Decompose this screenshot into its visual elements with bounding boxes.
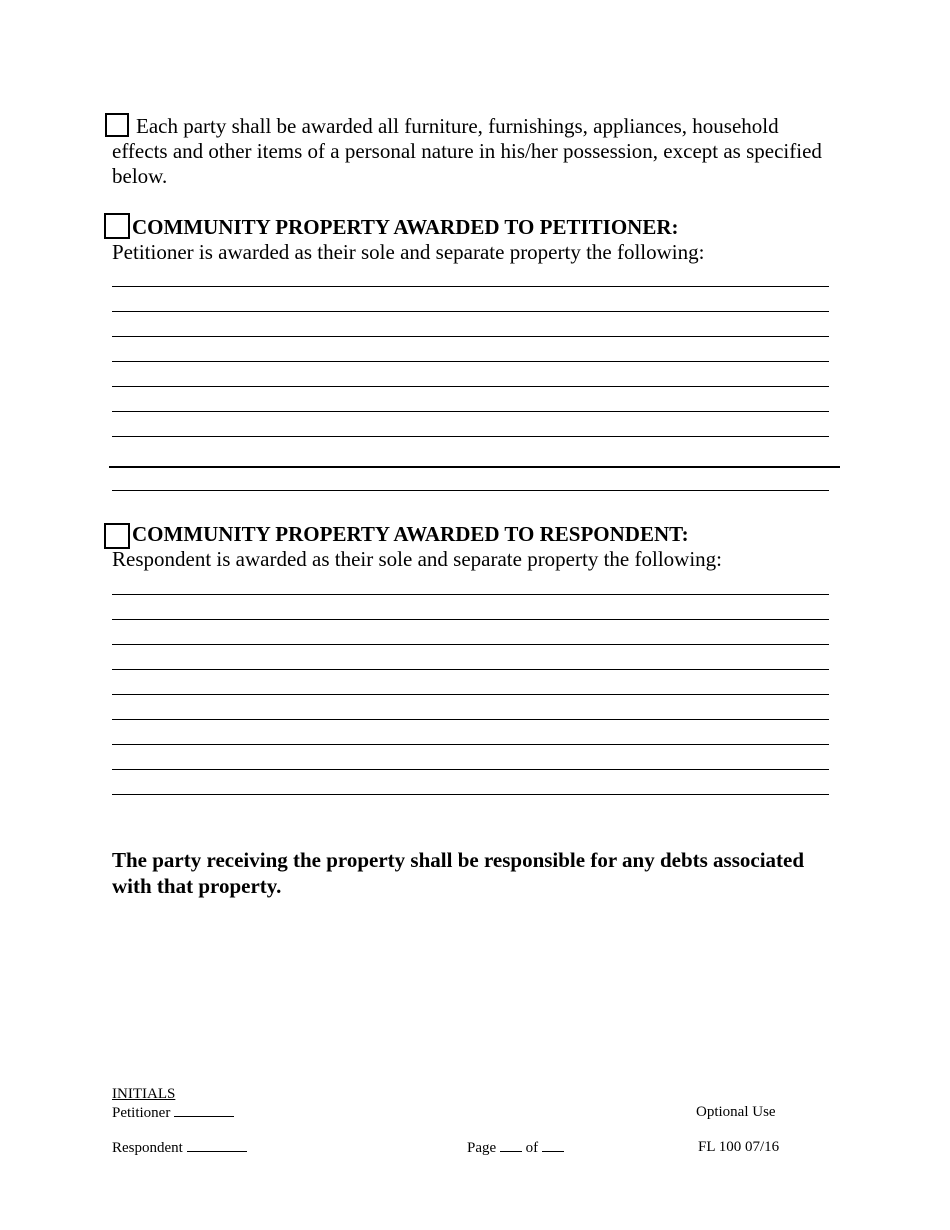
respondent-section-heading: COMMUNITY PROPERTY AWARDED TO RESPONDENT: <box>132 522 689 546</box>
petitioner-initials-blank[interactable] <box>174 1103 234 1117</box>
form-id: FL 100 07/16 <box>698 1139 780 1155</box>
respondent-line-1[interactable] <box>112 594 829 595</box>
petitioner-line-8[interactable] <box>112 490 829 491</box>
of-label: of <box>525 1140 539 1156</box>
page-number-blank[interactable] <box>500 1138 522 1152</box>
page-number <box>467 1138 564 1157</box>
respondent-line-5[interactable] <box>112 694 829 695</box>
petitioner-initials <box>112 1103 234 1122</box>
petitioner-line-5[interactable] <box>112 386 829 387</box>
respondent-section-intro: Respondent is awarded as their sole and separate property the following: <box>112 547 722 571</box>
petitioner-line-7[interactable] <box>112 436 829 437</box>
petitioner-section-intro: Petitioner is awarded as their sole and separate property the following: <box>112 240 705 264</box>
respondent-line-8[interactable] <box>112 769 829 770</box>
respondent-line-3[interactable] <box>112 644 829 645</box>
debt-responsibility-statement: The party receiving the property shall be responsible for any debts associated with that property. <box>112 848 805 898</box>
respondent-property-checkbox[interactable] <box>104 523 130 549</box>
petitioner-line-4[interactable] <box>112 361 829 362</box>
household-effects-text: Each party shall be awarded all furniture, furnishings, appliances, household effects and other items of a personal nature in his/her possession, except as specified below. <box>112 114 822 188</box>
petitioner-line-6[interactable] <box>112 411 829 412</box>
petitioner-line-1[interactable] <box>112 286 829 287</box>
petitioner-property-checkbox[interactable] <box>104 213 130 239</box>
respondent-line-9[interactable] <box>112 794 829 795</box>
optional-use-label: Optional Use <box>696 1104 776 1120</box>
section-divider-rule <box>109 466 840 468</box>
page-total-blank[interactable] <box>542 1138 564 1152</box>
petitioner-line-3[interactable] <box>112 336 829 337</box>
respondent-line-2[interactable] <box>112 619 829 620</box>
respondent-line-4[interactable] <box>112 669 829 670</box>
initials-label: INITIALS <box>112 1086 176 1102</box>
petitioner-section-heading: COMMUNITY PROPERTY AWARDED TO PETITIONER: <box>132 215 679 239</box>
respondent-line-6[interactable] <box>112 719 829 720</box>
page-label: Page <box>467 1140 497 1156</box>
respondent-line-7[interactable] <box>112 744 829 745</box>
respondent-initials-label: Respondent <box>112 1140 183 1156</box>
petitioner-line-2[interactable] <box>112 311 829 312</box>
respondent-initials-blank[interactable] <box>187 1138 247 1152</box>
petitioner-initials-label: Petitioner <box>112 1105 171 1121</box>
respondent-initials <box>112 1138 247 1157</box>
